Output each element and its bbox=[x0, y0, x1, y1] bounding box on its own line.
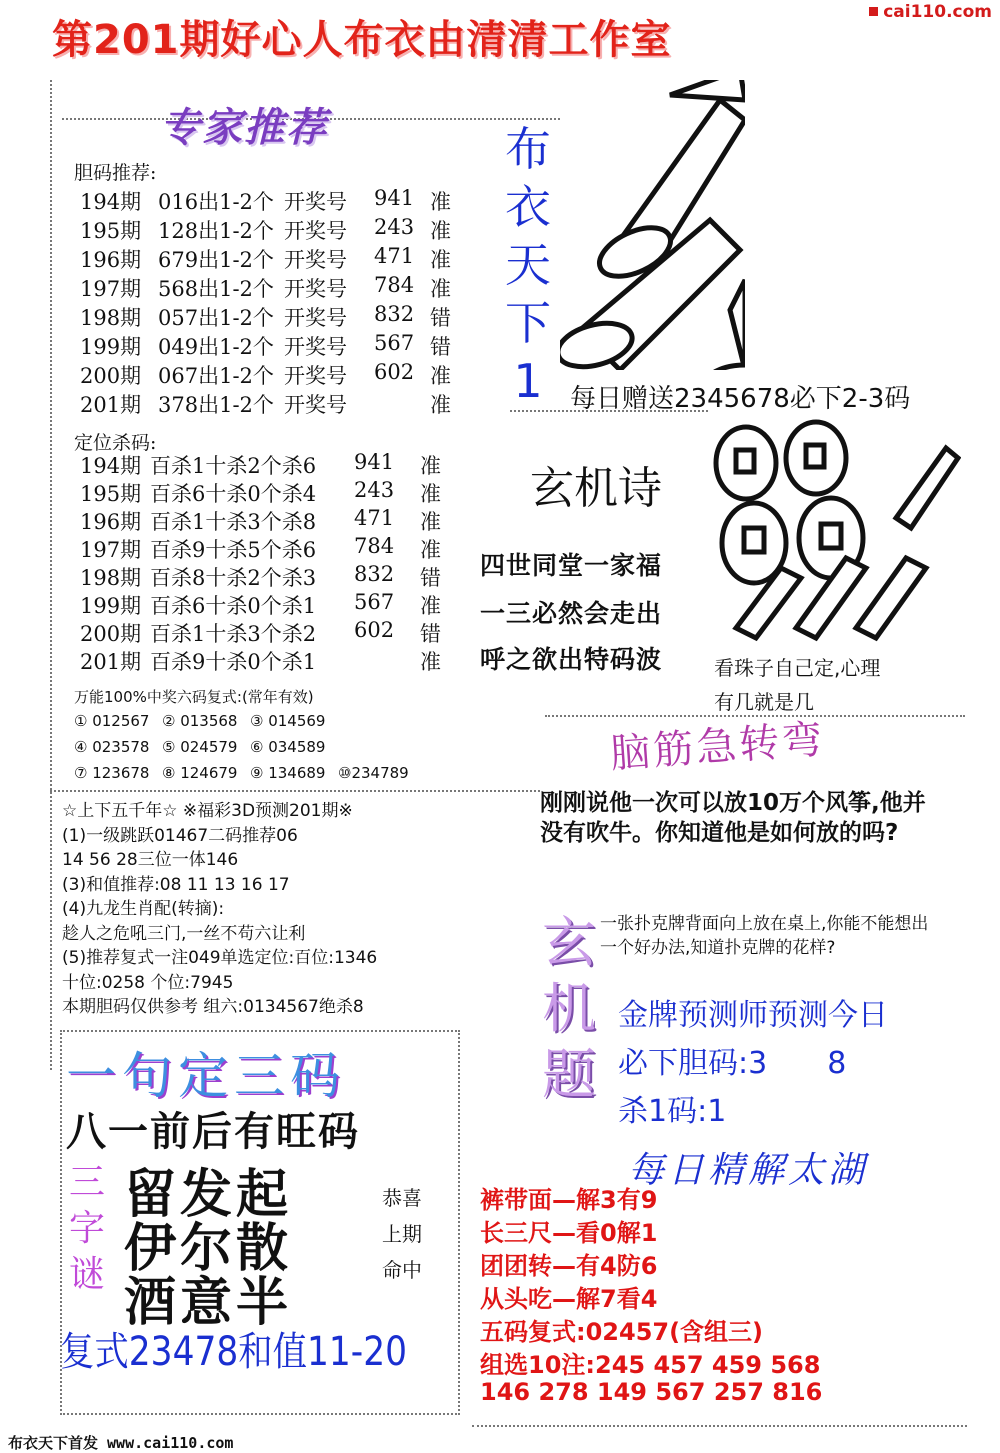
dan-period: 201期 bbox=[80, 393, 142, 417]
kill-mark: 准 bbox=[420, 510, 441, 534]
kill-result: 941 bbox=[354, 450, 395, 474]
history-line: 14 56 28三位一体146 bbox=[62, 850, 239, 870]
riddle-word: 留发起 bbox=[124, 1165, 293, 1225]
gold-line: 金牌预测师预测今日 bbox=[618, 998, 888, 1033]
kill-row bbox=[80, 478, 480, 506]
divider bbox=[472, 1425, 967, 1427]
xuanji-char: 题 bbox=[542, 1043, 596, 1106]
dan-mark: 准 bbox=[430, 364, 451, 388]
dan-row bbox=[80, 302, 480, 330]
kill-period: 194期 bbox=[80, 454, 142, 478]
daily-gift: 每日赠送2345678必下2-3码 bbox=[570, 384, 911, 414]
taihu-line: 组选10注:245 457 459 568 bbox=[480, 1351, 821, 1379]
taihu-line: 团团转—有4防6 bbox=[480, 1252, 658, 1280]
dan-period: 196期 bbox=[80, 248, 142, 272]
kill-label: 定位杀码: bbox=[74, 432, 157, 454]
combo-item: ⑨ 134689 bbox=[250, 764, 326, 782]
site-url: cai110.com bbox=[883, 2, 992, 22]
sanzimi-char: 字 bbox=[68, 1208, 105, 1249]
kill-row bbox=[80, 534, 480, 562]
kill-pick: 百杀1十杀3个杀2 bbox=[150, 622, 317, 646]
dan-row bbox=[80, 331, 480, 359]
dan-mark: 错 bbox=[430, 335, 451, 359]
dan-mark: 错 bbox=[430, 306, 451, 330]
dan-pick: 128出1-2个 bbox=[158, 219, 274, 243]
taihu-line: 从头吃—解7看4 bbox=[480, 1285, 658, 1313]
dan-result: 243 bbox=[374, 215, 415, 239]
dan-word: 开奖号 bbox=[284, 219, 347, 243]
dan-pick: 679出1-2个 bbox=[158, 248, 274, 272]
congrats-line: 命中 bbox=[382, 1258, 422, 1282]
combo-item: ⑧ 124679 bbox=[162, 764, 238, 782]
dan-period: 194期 bbox=[80, 190, 142, 214]
kill-result: 243 bbox=[354, 478, 395, 502]
kill-row bbox=[80, 618, 480, 646]
divider bbox=[50, 790, 540, 792]
combo-label: 万能100%中奖六码复式:(常年有效) bbox=[74, 688, 314, 706]
dan-result: 602 bbox=[374, 360, 415, 384]
kill-result: 602 bbox=[354, 618, 395, 642]
taihu-line: 长三尺—看0解1 bbox=[480, 1219, 658, 1247]
kill-mark: 错 bbox=[420, 622, 441, 646]
sanzimi-vertical bbox=[62, 1160, 112, 1298]
history-line: (1)一级跳跃01467二码推荐06 bbox=[62, 825, 298, 846]
kill-mark: 准 bbox=[420, 594, 441, 618]
poem-note: 看珠子自己定,心理 bbox=[714, 656, 881, 680]
kill-mark: 准 bbox=[420, 454, 441, 478]
dan-period: 197期 bbox=[80, 277, 142, 301]
combo-item: ⑩234789 bbox=[338, 764, 409, 782]
dan-word: 开奖号 bbox=[284, 364, 347, 388]
dan-word: 开奖号 bbox=[284, 190, 347, 214]
yiju-phrase: 八一前后有旺码 bbox=[66, 1109, 360, 1155]
kill-row bbox=[80, 506, 480, 534]
dan-period: 200期 bbox=[80, 364, 142, 388]
kill-period: 196期 bbox=[80, 510, 142, 534]
page-title: 第201期好心人布衣由清清工作室 bbox=[52, 17, 672, 63]
buyi-char: 1 bbox=[513, 354, 543, 408]
gold-line: 杀1码:1 bbox=[618, 1094, 727, 1129]
dan-mark: 准 bbox=[430, 393, 451, 417]
combo-item: ⑦ 123678 bbox=[74, 764, 150, 782]
riddle-word: 酒意半 bbox=[124, 1273, 293, 1333]
kill-period: 197期 bbox=[80, 538, 142, 562]
poem-note: 有几就是几 bbox=[714, 690, 814, 714]
buyi-char: 衣 bbox=[505, 180, 551, 234]
buyi-vertical bbox=[498, 120, 558, 410]
history-line: 十位:0258 个位:7945 bbox=[62, 972, 234, 993]
fushi-line: 复式23478和值11-20 bbox=[60, 1329, 407, 1375]
dan-mark: 准 bbox=[430, 190, 451, 214]
poem-title: 玄机诗 bbox=[530, 463, 662, 514]
dan-row bbox=[80, 215, 480, 243]
kill-row bbox=[80, 646, 480, 674]
kill-pick: 百杀9十杀5个杀6 bbox=[150, 538, 317, 562]
dan-mark: 准 bbox=[430, 219, 451, 243]
combo-item: ① 012567 bbox=[74, 712, 150, 730]
dan-row bbox=[80, 360, 480, 388]
kill-mark: 错 bbox=[420, 566, 441, 590]
kill-period: 195期 bbox=[80, 482, 142, 506]
kill-row bbox=[80, 450, 480, 478]
riddle-word: 伊尔散 bbox=[124, 1219, 293, 1279]
xuanji-question: 一张扑克牌背面向上放在桌上,你能不能想出一个好办法,知道扑克牌的花样? bbox=[600, 914, 929, 958]
poem-line: 呼之欲出特码波 bbox=[480, 645, 663, 674]
combo-item: ⑥ 034589 bbox=[250, 738, 326, 756]
yiju-title: 一句定三码 bbox=[66, 1047, 346, 1105]
dan-pick: 057出1-2个 bbox=[158, 306, 274, 330]
congrats-line: 恭喜 bbox=[382, 1186, 422, 1210]
site-logo[interactable] bbox=[869, 2, 992, 22]
taihu-line: 146 278 149 567 257 816 bbox=[480, 1378, 823, 1406]
dan-word: 开奖号 bbox=[284, 277, 347, 301]
history-line: ☆上下五千年☆ ※福彩3D预测201期※ bbox=[62, 801, 353, 821]
dan-period: 199期 bbox=[80, 335, 142, 359]
kill-result: 784 bbox=[354, 534, 395, 558]
poem-line: 四世同堂一家福 bbox=[480, 551, 663, 580]
taihu-title: 每日精解太湖 bbox=[628, 1150, 869, 1191]
kill-mark: 准 bbox=[420, 538, 441, 562]
sanzimi-char: 三 bbox=[68, 1162, 105, 1203]
dan-result: 567 bbox=[374, 331, 415, 355]
logo-mark-icon bbox=[869, 7, 878, 16]
kill-result: 567 bbox=[354, 590, 395, 614]
kill-pick: 百杀9十杀0个杀1 bbox=[150, 650, 317, 674]
brain-title: 脑筋急转弯 bbox=[608, 716, 827, 778]
xuanji-char: 玄 bbox=[542, 911, 596, 974]
dan-word: 开奖号 bbox=[284, 335, 347, 359]
buyi-char: 下 bbox=[505, 296, 551, 350]
kill-result: 471 bbox=[354, 506, 395, 530]
dan-row bbox=[80, 273, 480, 301]
combo-item: ⑤ 024579 bbox=[162, 738, 238, 756]
taihu-line: 裤带面—解3有9 bbox=[480, 1186, 658, 1214]
history-line: 趁人之危吼三门,一丝不苟六让利 bbox=[62, 923, 306, 944]
kill-result: 832 bbox=[354, 562, 395, 586]
dan-row bbox=[80, 244, 480, 272]
dan-period: 195期 bbox=[80, 219, 142, 243]
dan-word: 开奖号 bbox=[284, 393, 347, 417]
dan-result: 941 bbox=[374, 186, 415, 210]
sanzimi-char: 谜 bbox=[68, 1254, 105, 1295]
dan-row bbox=[80, 186, 480, 214]
xuanji-vertical bbox=[538, 910, 600, 1108]
kill-pick: 百杀1十杀2个杀6 bbox=[150, 454, 317, 478]
poem-line: 一三必然会走出 bbox=[480, 599, 663, 628]
buyi-char: 布 bbox=[505, 122, 551, 176]
kill-pick: 百杀6十杀0个杀1 bbox=[150, 594, 317, 618]
xuanji-char: 机 bbox=[542, 977, 596, 1040]
kill-period: 201期 bbox=[80, 650, 142, 674]
kill-period: 200期 bbox=[80, 622, 142, 646]
kill-pick: 百杀1十杀3个杀8 bbox=[150, 510, 317, 534]
taihu-line: 五码复式:02457(含组三) bbox=[480, 1318, 764, 1346]
kill-period: 198期 bbox=[80, 566, 142, 590]
dan-label: 胆码推荐: bbox=[74, 162, 157, 184]
domino-art-icon bbox=[560, 80, 745, 370]
dan-pick: 378出1-2个 bbox=[158, 393, 274, 417]
kill-row bbox=[80, 590, 480, 618]
dan-mark: 准 bbox=[430, 248, 451, 272]
history-line: (5)推荐复式一注049单选定位:百位:1346 bbox=[62, 948, 378, 968]
combo-item: ④ 023578 bbox=[74, 738, 150, 756]
footer-text: 布衣天下首发 www.cai110.com bbox=[8, 1434, 234, 1452]
dan-pick: 568出1-2个 bbox=[158, 277, 274, 301]
combo-item: ③ 014569 bbox=[250, 712, 326, 730]
congrats-line: 上期 bbox=[382, 1222, 422, 1246]
dan-result: 471 bbox=[374, 244, 415, 268]
history-line: 本期胆码仅供参考 组六:0134567绝杀8 bbox=[62, 997, 364, 1017]
dan-result: 832 bbox=[374, 302, 415, 326]
dan-pick: 049出1-2个 bbox=[158, 335, 274, 359]
kill-mark: 准 bbox=[420, 650, 441, 674]
brain-riddle: 刚刚说他一次可以放10万个风筝,他并没有吹牛。你知道他是如何放的吗? bbox=[540, 790, 926, 846]
dan-period: 198期 bbox=[80, 306, 142, 330]
kill-pick: 百杀6十杀0个杀4 bbox=[150, 482, 317, 506]
history-line: (4)九龙生肖配(转摘): bbox=[62, 899, 225, 919]
dan-result: 784 bbox=[374, 273, 415, 297]
buyi-char: 天 bbox=[505, 238, 551, 292]
dan-word: 开奖号 bbox=[284, 248, 347, 272]
coins-art-icon bbox=[706, 418, 961, 643]
dan-row bbox=[80, 389, 480, 417]
dan-mark: 准 bbox=[430, 277, 451, 301]
combo-item: ② 013568 bbox=[162, 712, 238, 730]
kill-pick: 百杀8十杀2个杀3 bbox=[150, 566, 317, 590]
dan-pick: 016出1-2个 bbox=[158, 190, 274, 214]
dan-word: 开奖号 bbox=[284, 306, 347, 330]
kill-mark: 准 bbox=[420, 482, 441, 506]
kill-row bbox=[80, 562, 480, 590]
gold-line: 必下胆码:3 8 bbox=[618, 1046, 847, 1081]
history-line: (3)和值推荐:08 11 13 16 17 bbox=[62, 874, 290, 895]
expert-title: 专家推荐 bbox=[160, 105, 328, 151]
kill-period: 199期 bbox=[80, 594, 142, 618]
dan-pick: 067出1-2个 bbox=[158, 364, 274, 388]
